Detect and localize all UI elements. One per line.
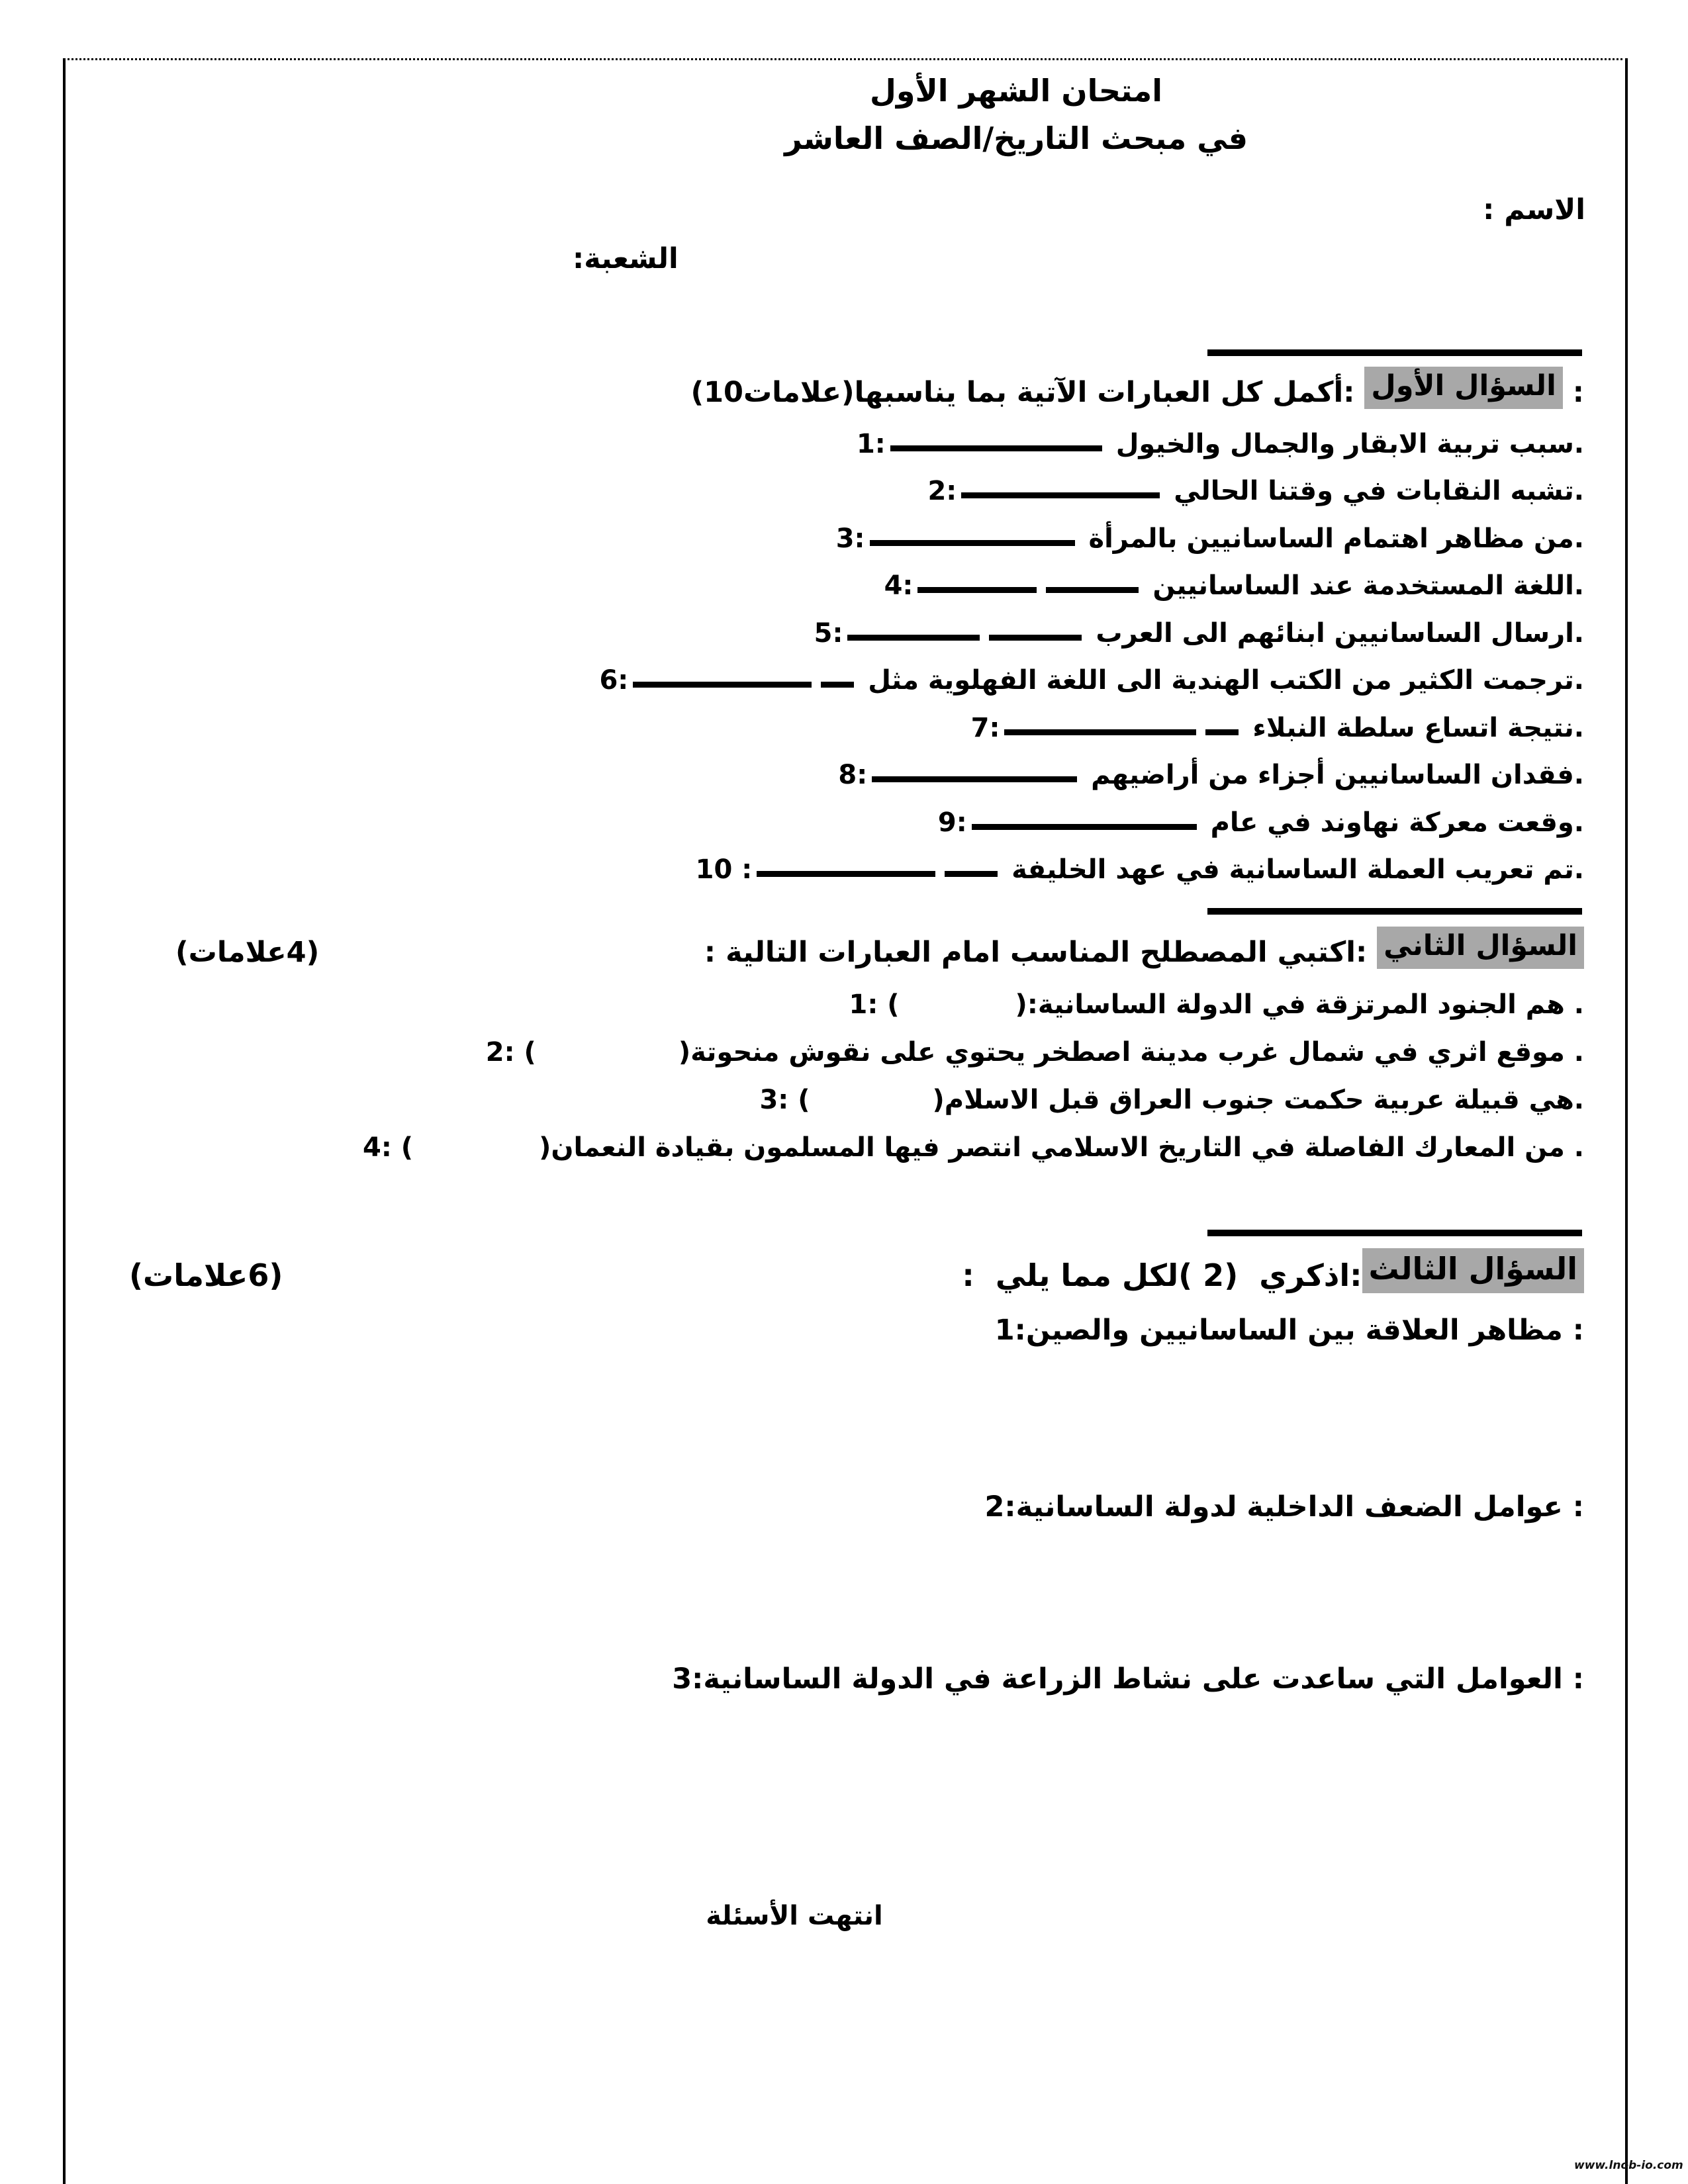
q2-item-3-text: .هي قبيلة عربية حكمت جنوب العراق قبل الاسلام xyxy=(944,1085,1584,1115)
q1-item-1-number: 1: xyxy=(856,429,886,459)
question3-heading-group xyxy=(962,1248,1584,1293)
q1-item-5-number: 5: xyxy=(814,618,843,649)
q1-item-5-text: .ارسال الساسانيين ابنائهم الى العرب xyxy=(1086,618,1584,649)
section-divider-3 xyxy=(1207,1230,1582,1236)
q1-item-9-blank-line xyxy=(972,824,1197,830)
question2-heading xyxy=(175,927,1584,969)
q1-item-8-number: 8: xyxy=(838,760,868,790)
q1-item-8 xyxy=(838,760,1584,790)
end-of-questions-text: انتهت الأسئلة xyxy=(706,1901,883,1931)
q1-item-1-text: .سبب تربية الابقار والجمال والخيول xyxy=(1106,429,1584,459)
exam-title-text: امتحان الشهر الأول xyxy=(869,73,1163,109)
q3-item-2-number: 2: xyxy=(984,1490,1016,1524)
q2-item-2 xyxy=(486,1037,1584,1068)
q2-item-3 xyxy=(759,1085,1584,1115)
q1-item-10-blank-line-a xyxy=(945,871,998,877)
q1-item-6 xyxy=(599,665,1584,696)
exam-subject-text: في مبحث التاريخ/الصف العاشر xyxy=(784,120,1248,156)
q1-item-7-blank-line-a xyxy=(1205,729,1239,735)
q1-item-6-text: .ترجمت الكثير من الكتب الهندية الى اللغة الفهلوية مثل xyxy=(859,665,1584,696)
q3-item-3-number: 3: xyxy=(672,1662,704,1696)
watermark-url: www.lnob-io.com xyxy=(1574,2159,1683,2172)
q3-item-1-text: : مظاهر العلاقة بين الساسانيين والصين xyxy=(1025,1314,1584,1347)
q2-item-4-text: . من المعارك الفاصلة في التاريخ الاسلامي انتصر فيها المسلمون بقيادة النعمان xyxy=(551,1132,1584,1163)
question3-heading xyxy=(129,1248,1584,1293)
section-label-text: الشعبة: xyxy=(573,242,679,275)
q1-item-2 xyxy=(927,476,1584,506)
q1-item-5-blank-line-b xyxy=(847,635,980,641)
q1-item-4 xyxy=(884,570,1584,601)
q2-item-4 xyxy=(363,1132,1584,1163)
q1-item-10 xyxy=(696,854,1584,885)
question1-heading xyxy=(690,367,1584,409)
q2-item-4-number: 4: ( xyxy=(363,1132,414,1163)
q1-item-9 xyxy=(938,807,1584,838)
q2-item-2-close-paren: ) xyxy=(678,1037,691,1068)
q1-item-2-blank-line xyxy=(961,492,1160,498)
question3-instruction: :اذكري (2 )لكل مما يلي : xyxy=(962,1257,1362,1293)
question2-title-highlight: السؤال الثاني xyxy=(1377,927,1584,969)
q1-item-7 xyxy=(971,713,1584,743)
q1-item-3-number: 3: xyxy=(835,523,865,554)
student-name-label xyxy=(1483,193,1585,226)
question1-prefix: : xyxy=(1562,376,1584,409)
q2-item-1-text: . هم الجنود المرتزقة في الدولة الساسانية: xyxy=(1027,989,1584,1020)
q2-item-3-close-paren: ) xyxy=(932,1085,945,1115)
q1-item-5 xyxy=(814,618,1584,649)
exam-title-line2 xyxy=(784,120,1248,156)
q3-item-3-text: : العوامل التي ساعدت على نشاط الزراعة في الدولة الساسانية xyxy=(703,1662,1584,1696)
q2-item-1 xyxy=(849,989,1585,1020)
q1-item-8-text: .فقدان الساسانيين أجزاء من أراضيهم xyxy=(1082,760,1584,790)
q1-item-10-number: 10 : xyxy=(695,854,753,885)
q2-item-4-close-paren: ) xyxy=(539,1132,551,1163)
q2-item-2-text: . موقع اثري في شمال غرب مدينة اصطخر يحتوي على نقوش منحوتة xyxy=(690,1037,1584,1068)
question1-title-highlight: السؤال الأول xyxy=(1364,367,1562,409)
q2-item-3-number: 3: ( xyxy=(759,1085,810,1115)
question2-instruction: :اكتبي المصطلح المناسب امام العبارات التالية : xyxy=(694,936,1378,969)
q1-item-10-blank-line-b xyxy=(757,871,935,877)
q1-item-9-number: 9: xyxy=(937,807,967,838)
q1-item-4-blank-line-a xyxy=(1046,587,1139,593)
question3-title-highlight: السؤال الثالث xyxy=(1362,1248,1584,1293)
q3-item-3 xyxy=(672,1662,1584,1696)
q1-item-6-number: 6: xyxy=(599,665,629,696)
question3-marks: (6علامات) xyxy=(129,1257,283,1293)
q1-item-10-text: .تم تعريب العملة الساسانية في عهد الخليفة xyxy=(1002,854,1584,885)
q1-item-5-blank-line-a xyxy=(989,635,1082,641)
question1-instruction: :أكمل كل العبارات الآتية بما يناسبها(علامات10) xyxy=(690,376,1365,409)
q1-item-9-text: .وقعت معركة نهاوند في عام xyxy=(1201,807,1584,838)
q1-item-8-blank-line xyxy=(872,776,1077,782)
q2-item-1-close-paren: ) xyxy=(1015,989,1027,1020)
q3-item-1 xyxy=(995,1314,1584,1347)
section-divider-1 xyxy=(1207,349,1582,356)
question2-heading-group xyxy=(694,927,1584,969)
q1-item-4-blank-line-b xyxy=(917,587,1037,593)
q1-item-2-number: 2: xyxy=(927,476,957,506)
q1-item-3-text: .من مظاهر اهتمام الساسانيين بالمرأة xyxy=(1079,523,1584,554)
q1-item-6-blank-line-a xyxy=(821,682,854,688)
q3-item-2-text: : عوامل الضعف الداخلية لدولة الساسانية xyxy=(1015,1490,1584,1524)
q1-item-7-blank-line-b xyxy=(1004,729,1196,735)
question2-marks: (4علامات) xyxy=(175,936,320,969)
q1-item-4-text: .اللغة المستخدمة عند الساسانيين xyxy=(1143,570,1584,601)
q1-item-3 xyxy=(836,523,1584,554)
class-section-label xyxy=(573,242,679,275)
q1-item-6-blank-line-b xyxy=(633,682,812,688)
q2-item-2-number: 2: ( xyxy=(485,1037,536,1068)
q1-item-2-text: .تشبه النقابات في وقتنا الحالي xyxy=(1164,476,1584,506)
q1-item-7-text: .نتيجة اتساع سلطة النبلاء xyxy=(1243,713,1584,743)
q1-item-3-blank-line xyxy=(870,540,1075,546)
section-divider-2 xyxy=(1207,908,1582,915)
q3-item-1-number: 1: xyxy=(994,1314,1026,1347)
name-label-text: الاسم : xyxy=(1483,193,1585,226)
q1-item-7-number: 7: xyxy=(970,713,1000,743)
q1-item-1-blank-line xyxy=(890,445,1102,451)
q3-item-2 xyxy=(984,1490,1584,1524)
end-of-questions-note xyxy=(682,1901,907,1931)
q2-item-1-number: 1: ( xyxy=(849,989,900,1020)
q1-item-1 xyxy=(857,429,1584,459)
q1-item-4-number: 4: xyxy=(884,570,914,601)
exam-title-line1 xyxy=(827,73,1205,109)
